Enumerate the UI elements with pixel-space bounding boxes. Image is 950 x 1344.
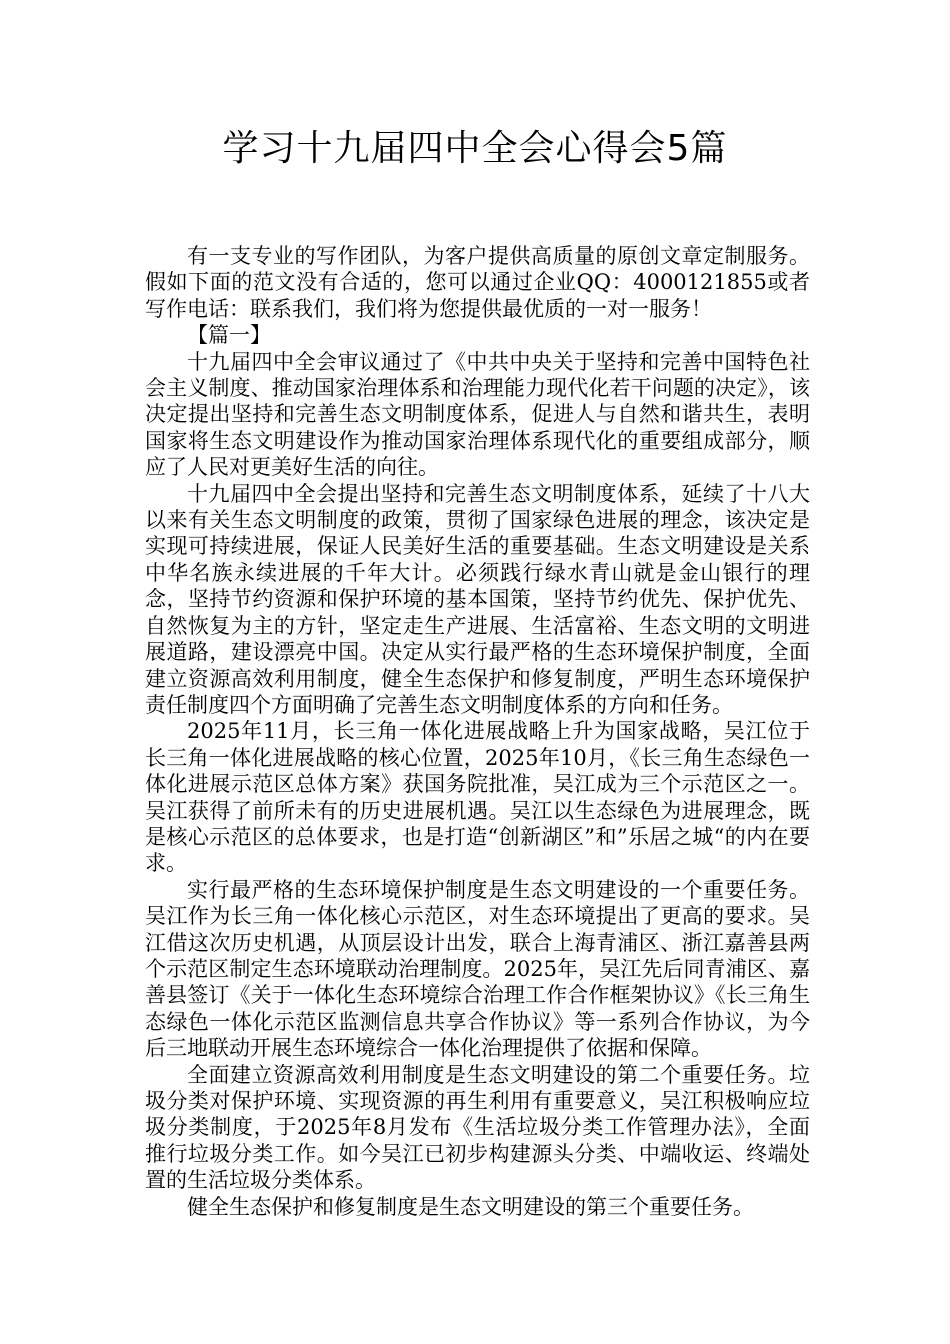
body-paragraph: 十九届四中全会提出坚持和完善生态文明制度体系，延续了十八大以来有关生态文明制度的政策，贯彻了国家绿色进展的理念，该决定是实现可持续进展，保证人民美好生活的重要基础。生态文明建设是关系中华名族永续进展的千年大计。必须践行绿水青山就是金山银行的理念，坚持节约资源和保护环境的基本国策，坚持节约优先、保护优先、自然恢复为主的方针，坚定走生产进展、生活富裕、生态文明的文明进展道路，建设漂亮中国。决定从实行最严格的生态环境保护制度，全面建立资源高效利用制度，健全生态保护和修复制度，严明生态环境保护责任制度四个方面明确了完善生态文明制度体系的方向和任务。	[145, 481, 810, 717]
body-paragraph: 十九届四中全会审议通过了《中共中央关于坚持和完善中国特色社会主义制度、推动国家治理体系和治理能力现代化若干问题的决定》，该决定提出坚持和完善生态文明制度体系，促进人与自然和谐共生，表明国家将生态文明建设作为推动国家治理体系现代化的重要组成部分，顺应了人民对更美好生活的向往。	[145, 349, 810, 480]
body-paragraph: 实行最严格的生态环境保护制度是生态文明建设的一个重要任务。吴江作为长三角一体化核心示范区，对生态环境提出了更高的要求。吴江借这次历史机遇，从顶层设计出发，联合上海青浦区、浙江嘉善县两个示范区制定生态环境联动治理制度。2025年，吴江先后同青浦区、嘉善县签订《关于一体化生态环境综合治理工作合作框架协议》《长三角生态绿色一体化示范区监测信息共享合作协议》等一系列合作协议，为今后三地联动开展生态环境综合一体化治理提供了依据和保障。	[145, 877, 810, 1061]
document-body	[145, 243, 810, 1220]
body-paragraph: 2025年11月，长三角一体化进展战略上升为国家战略，吴江位于长三角一体化进展战略的核心位置，2025年10月，《长三角生态绿色一体化进展示范区总体方案》获国务院批准，吴江成为三个示范区之一。吴江获得了前所未有的历史进展机遇。吴江以生态绿色为进展理念，既是核心示范区的总体要求，也是打造“创新湖区”和”乐居之城“的内在要求。	[145, 719, 810, 876]
body-paragraph: 全面建立资源高效利用制度是生态文明建设的第二个重要任务。垃圾分类对保护环境、实现资源的再生利用有重要意义，吴江积极响应垃圾分类制度，于2025年8月发布《生活垃圾分类工作管理办法》，全面推行垃圾分类工作。如今吴江已初步构建源头分类、中端收运、终端处置的生活垃圾分类体系。	[145, 1062, 810, 1193]
document-title: 学习十九届四中全会心得会5篇	[222, 128, 728, 169]
intro-paragraph: 有一支专业的写作团队，为客户提供高质量的原创文章定制服务。假如下面的范文没有合适的，您可以通过企业QQ：4000121855或者写作电话：联系我们，我们将为您提供最优质的一对一服务！	[145, 244, 810, 321]
body-paragraph: 健全生态保护和修复制度是生态文明建设的第三个重要任务。	[187, 1194, 754, 1219]
section-heading: 【篇一】	[187, 323, 271, 348]
